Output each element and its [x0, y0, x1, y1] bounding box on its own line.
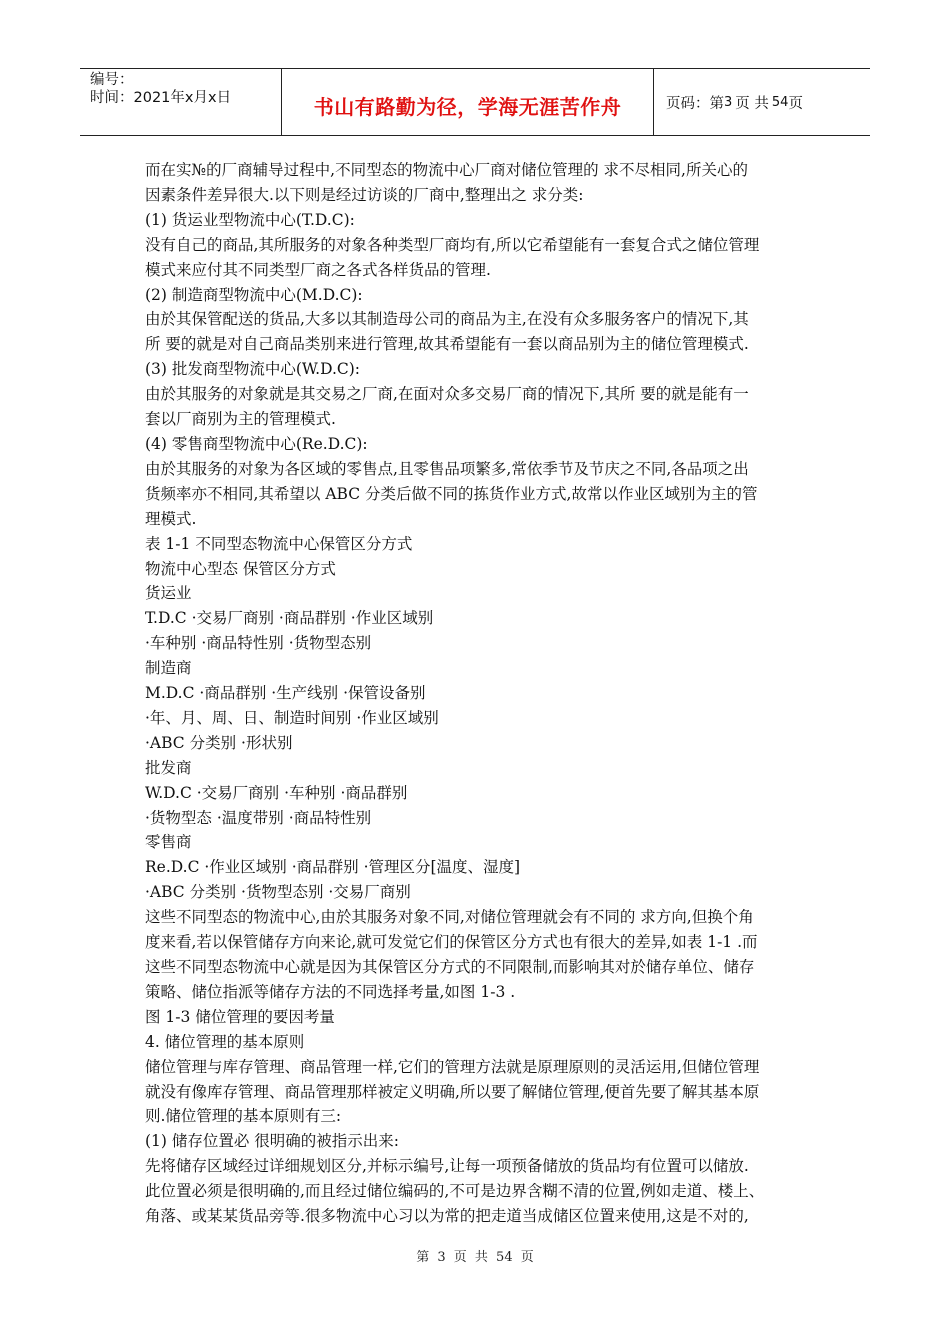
header-meta-cell [80, 69, 282, 135]
text-line: ·年、月、周、日、制造时间别 ·作业区域别 [145, 708, 439, 727]
text-line: Re.D.C ·作业区域别 ·商品群别 ·管理区分[温度、湿度] [145, 858, 521, 877]
text-line: 批发商 [145, 758, 192, 777]
text-line: 此位置必须是很明确的,而且经过储位编码的,不可是边界含糊不清的位置,例如走道、楼上、 [145, 1182, 765, 1201]
page-number-cell [654, 69, 870, 135]
document-body [145, 158, 817, 1229]
text-line: 因素条件差异很大.以下则是经过访谈的厂商中,整理出之 求分类: [145, 185, 584, 204]
page-mid: 页 共 [735, 95, 769, 112]
text-line: 而在实№的厂商辅导过程中,不同型态的物流中心厂商对储位管理的 求不尽相同,所关心的 [145, 161, 748, 179]
page-suffix: 页 [788, 95, 803, 112]
motto-cell [282, 69, 654, 135]
text-line: 储位管理与库存管理、商品管理一样,它们的管理方法就是原理原则的灵活运用,但储位管理 [145, 1057, 760, 1076]
page-prefix: 页码：第 [666, 95, 724, 112]
text-line: W.D.C ·交易厂商别 ·车种别 ·商品群别 [145, 783, 408, 802]
text-line: 所 要的就是对自己商品类别来进行管理,故其希望能有一套以商品别为主的储位管理模式. [145, 335, 749, 354]
page-current: 3 [724, 94, 733, 110]
text-line: 这些不同型态物流中心就是因为其保管区分方式的不同限制,而影响其对於储存单位、储存 [145, 958, 755, 976]
text-line: ·车种别 ·商品特性别 ·货物型态别 [145, 634, 372, 653]
text-line: 模式来应付其不同类型厂商之各式各样货品的管理. [145, 260, 491, 279]
text-line: ·ABC 分类别 ·货物型态别 ·交易厂商别 [145, 883, 411, 902]
text-line: 图 1-3 储位管理的要因考量 [145, 1007, 335, 1026]
date-label: 时间：2021年x月x日 [90, 90, 232, 106]
text-line: 由於其保管配送的货品,大多以其制造母公司的商品为主,在没有众多服务客户的情况下,其 [145, 310, 749, 329]
text-line: 度来看,若以保管储存方向来论,就可发觉它们的保管区分方式也有很大的差异,如表 1-1 .而 [145, 933, 758, 952]
page-header [80, 68, 870, 136]
text-line: (3) 批发商型物流中心(W.D.C): [145, 360, 361, 379]
text-line: (4) 零售商型物流中心(Re.D.C): [145, 434, 368, 453]
text-line: (1) 货运业型物流中心(T.D.C): [145, 210, 355, 229]
text-line: 货频率亦不相同,其希望以 ABC 分类后做不同的拣货作业方式,故常以作业区域别为主的管 [145, 484, 758, 503]
page-footer: 第 3 页 共 54 页 [416, 1250, 534, 1265]
text-line: 套以厂商别为主的管理模式. [145, 410, 336, 429]
text-line: (2) 制造商型物流中心(M.D.C): [145, 285, 363, 304]
text-line: ·货物型态 ·温度带别 ·商品特性别 [145, 808, 372, 827]
text-line: 没有自己的商品,其所服务的对象各种类型厂商均有,所以它希望能有一套复合式之储位管理 [145, 235, 760, 254]
text-line: 由於其服务的对象为各区域的零售点,且零售品项繁多,常依季节及节庆之不同,各品项之出 [145, 459, 749, 478]
text-line: 理模式. [145, 509, 197, 528]
page-total: 54 [771, 94, 789, 110]
text-line: 先将储存区域经过详细规划区分,并标示编号,让每一项预备储放的货品均有位置可以储放. [145, 1157, 749, 1176]
motto-text: 书山有路勤为径，学海无涯苦作舟 [313, 94, 622, 119]
text-line: M.D.C ·商品群别 ·生产线别 ·保管设备别 [145, 684, 426, 703]
text-line: 就没有像库存管理、商品管理那样被定义明确,所以要了解储位管理,便首先要了解其基本原 [145, 1082, 760, 1101]
text-line: 由於其服务的对象就是其交易之厂商,在面对众多交易厂商的情况下,其所 要的就是能有一 [145, 385, 749, 404]
text-line: 角落、或某某货品旁等.很多物流中心习以为常的把走道当成储区位置来使用,这是不对的, [145, 1207, 749, 1226]
text-line: 策略、储位指派等储存方法的不同选择考量,如图 1-3 . [145, 982, 516, 1001]
text-line: ·ABC 分类别 ·形状别 [145, 733, 293, 752]
text-line: T.D.C ·交易厂商别 ·商品群别 ·作业区域别 [145, 609, 434, 628]
text-line: 零售商 [145, 833, 192, 852]
text-line: 制造商 [145, 659, 192, 678]
text-line: 则.储位管理的基本原则有三: [145, 1107, 342, 1126]
text-line: 4. 储位管理的基本原则 [145, 1032, 305, 1051]
text-line: 表 1-1 不同型态物流中心保管区分方式 [145, 534, 413, 553]
text-line: 货运业 [145, 584, 192, 603]
document-id-label: 编号： [90, 72, 134, 88]
text-line: (1) 储存位置必 很明确的被指示出来: [145, 1132, 400, 1151]
text-line: 物流中心型态 保管区分方式 [145, 559, 336, 578]
text-line: 这些不同型态的物流中心,由於其服务对象不同,对储位管理就会有不同的 求方向,但换个角 [145, 908, 754, 927]
